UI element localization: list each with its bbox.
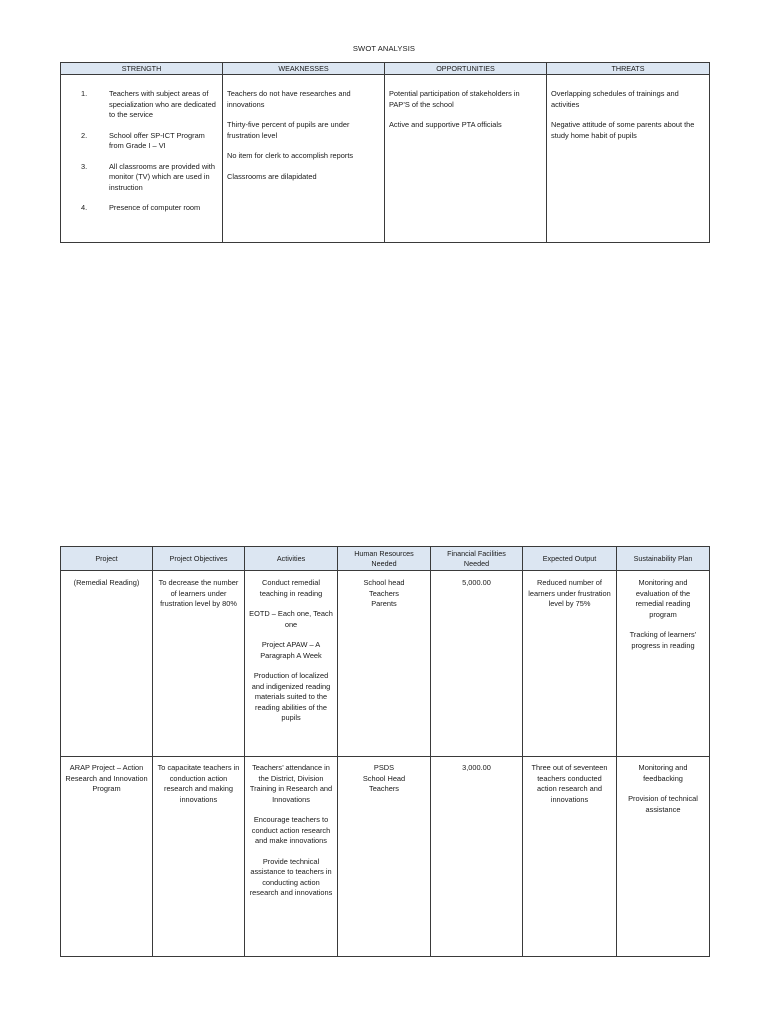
header-financial-facilities: Financial Facilities Needed: [431, 547, 523, 571]
activity-item: Conduct remedial teaching in reading: [259, 578, 323, 598]
resource-item: School head: [363, 578, 405, 587]
header-sustainability-plan: Sustainability Plan: [617, 547, 710, 571]
swot-table: [60, 62, 710, 243]
activities-cell: [245, 757, 338, 957]
project-objective: To capacitate teachers in conduction action research and making innovations: [153, 757, 245, 957]
header-project: Project: [61, 547, 153, 571]
table-row: [61, 571, 710, 757]
header-human-resources: Human Resources Needed: [338, 547, 431, 571]
activity-item: EOTD – Each one, Teach one: [249, 609, 333, 629]
weakness-item: Teachers do not have researches and innovations: [227, 89, 351, 109]
threats-cell: [547, 75, 710, 243]
human-resources-cell: [338, 571, 431, 757]
swot-header-row: [61, 63, 710, 75]
weakness-item: No item for clerk to accomplish reports: [227, 151, 354, 161]
table-row: [61, 757, 710, 957]
human-resources-cell: [338, 757, 431, 957]
expected-output-cell: Three out of seventeen teachers conducted action research and innovations: [523, 757, 617, 957]
resource-item: PSDS: [373, 763, 395, 772]
opportunity-item: Potential participation of stakeholders in PAP’S of the school: [389, 89, 520, 109]
page-title: SWOT ANALYSIS: [352, 44, 416, 53]
activity-item: Teachers’ attendance in the District, Division Training in Research and Innovations: [249, 763, 333, 804]
expected-output-cell: Reduced number of learners under frustration level by 75%: [523, 571, 617, 757]
threat-item: Overlapping schedules of trainings and activities: [551, 89, 679, 109]
sustainability-cell: [617, 571, 710, 757]
header-weaknesses: WEAKNESSES: [223, 63, 385, 75]
list-item: 3. All classrooms are provided with monitor (TV) which are used in instruction: [81, 161, 215, 192]
list-item: 1. Teachers with subject areas of specialization who are dedicated to the service: [81, 89, 216, 120]
activities-cell: [245, 571, 338, 757]
resource-item: School Head: [362, 773, 406, 783]
project-name: (Remedial Reading): [61, 571, 153, 757]
financial-cell: 5,000.00: [431, 571, 523, 757]
sustainability-item: Tracking of learners’ progress in reading: [629, 630, 697, 650]
project-table: [60, 546, 710, 957]
header-expected-output: Expected Output: [523, 547, 617, 571]
weaknesses-cell: [223, 75, 385, 243]
weakness-item: Classrooms are dilapidated: [227, 171, 317, 181]
threat-item: Negative attitude of some parents about the study home habit of pupils: [551, 120, 695, 140]
project-name: ARAP Project – Action Research and Innovation Program: [61, 757, 153, 957]
project-header-row: [61, 547, 710, 571]
list-item: 4. Presence of computer room: [81, 203, 201, 213]
resource-item: Teachers: [369, 588, 399, 598]
header-strength: STRENGTH: [61, 63, 223, 75]
weakness-item: Thirty-five percent of pupils are under frustration level: [227, 120, 350, 140]
list-item: 2. School offer SP-ICT Program from Grade I – VI: [81, 130, 205, 151]
resource-item: Parents: [371, 599, 397, 609]
strength-cell: [61, 75, 223, 243]
activity-item: Project APAW – A Paragraph A Week: [260, 640, 322, 660]
swot-body-row: [61, 75, 710, 243]
sustainability-item: Provision of technical assistance: [628, 794, 698, 814]
opportunities-cell: [385, 75, 547, 243]
sustainability-cell: [617, 757, 710, 957]
sustainability-item: Monitoring and feedbacking: [638, 763, 688, 783]
activity-item: Provide technical assistance to teachers in conducting action research and innovations: [249, 856, 333, 898]
header-activities: Activities: [245, 547, 338, 571]
project-objective: To decrease the number of learners under frustration level by 80%: [153, 571, 245, 757]
strength-list: [65, 89, 218, 214]
opportunity-item: Active and supportive PTA officials: [389, 120, 502, 130]
header-opportunities: OPPORTUNITIES: [385, 63, 547, 75]
header-project-objectives: Project Objectives: [153, 547, 245, 571]
financial-cell: 3,000.00: [431, 757, 523, 957]
activity-item: Encourage teachers to conduct action research and make innovations: [251, 815, 331, 846]
activity-item: Production of localized and indigenized reading materials suited to the reading abilities of the pupils: [251, 671, 331, 723]
resource-item: Teachers: [369, 784, 399, 794]
sustainability-item: Monitoring and evaluation of the remedial reading program: [635, 578, 691, 619]
header-threats: THREATS: [547, 63, 710, 75]
